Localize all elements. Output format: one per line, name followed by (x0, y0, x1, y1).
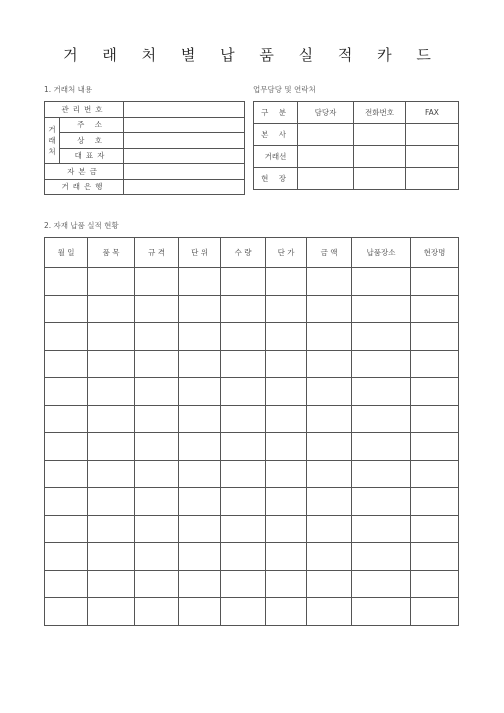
contact-header-category: 구 분 (254, 102, 298, 124)
row-label-address: 주 소 (60, 117, 124, 133)
row-label-company-name: 상 호 (60, 133, 124, 149)
delivery-cell[interactable] (266, 295, 307, 323)
contact-cell[interactable] (406, 124, 459, 146)
delivery-cell[interactable] (307, 378, 352, 406)
company-name-value[interactable] (124, 133, 245, 149)
contact-header-manager: 담당자 (298, 102, 354, 124)
delivery-cell[interactable] (45, 378, 88, 406)
delivery-cell[interactable] (221, 488, 266, 516)
delivery-header-2: 규 격 (135, 238, 179, 268)
section1-heading: 1. 거래처 내용 (44, 85, 93, 94)
delivery-cell[interactable] (307, 323, 352, 351)
contact-row-head-office: 본 사 (254, 124, 298, 146)
delivery-cell[interactable] (88, 405, 135, 433)
representative-value[interactable] (124, 148, 245, 164)
delivery-cell[interactable] (88, 268, 135, 296)
delivery-cell[interactable] (221, 570, 266, 598)
delivery-cell[interactable] (135, 295, 179, 323)
delivery-cell[interactable] (45, 268, 88, 296)
delivery-cell[interactable] (411, 378, 459, 406)
table-row (45, 543, 459, 571)
delivery-cell[interactable] (411, 488, 459, 516)
delivery-cell[interactable] (411, 350, 459, 378)
delivery-cell[interactable] (179, 570, 221, 598)
delivery-cell[interactable] (179, 405, 221, 433)
delivery-cell[interactable] (135, 488, 179, 516)
row-label-representative: 대표자 (60, 148, 124, 164)
delivery-cell[interactable] (411, 433, 459, 461)
delivery-cell[interactable] (179, 433, 221, 461)
delivery-cell[interactable] (88, 460, 135, 488)
delivery-cell[interactable] (88, 543, 135, 571)
delivery-cell[interactable] (179, 515, 221, 543)
contact-cell[interactable] (354, 168, 406, 190)
delivery-header-7: 납품장소 (352, 238, 411, 268)
delivery-cell[interactable] (266, 350, 307, 378)
contact-table (253, 101, 459, 190)
table-row (45, 378, 459, 406)
delivery-cell[interactable] (307, 598, 352, 626)
delivery-cell[interactable] (45, 350, 88, 378)
client-info-table (44, 101, 245, 195)
delivery-cell[interactable] (307, 295, 352, 323)
delivery-cell[interactable] (88, 350, 135, 378)
delivery-cell[interactable] (135, 570, 179, 598)
delivery-cell[interactable] (307, 405, 352, 433)
delivery-cell[interactable] (179, 460, 221, 488)
delivery-cell[interactable] (352, 570, 411, 598)
delivery-cell[interactable] (88, 515, 135, 543)
delivery-cell[interactable] (411, 295, 459, 323)
delivery-cell[interactable] (179, 350, 221, 378)
delivery-cell[interactable] (307, 515, 352, 543)
delivery-cell[interactable] (352, 515, 411, 543)
client-vertical-label: 거 래 처 (45, 117, 60, 164)
delivery-cell[interactable] (135, 543, 179, 571)
contact-cell[interactable] (298, 168, 354, 190)
table-row (45, 570, 459, 598)
delivery-cell[interactable] (352, 405, 411, 433)
delivery-cell[interactable] (266, 488, 307, 516)
delivery-cell[interactable] (352, 460, 411, 488)
delivery-cell[interactable] (179, 323, 221, 351)
delivery-cell[interactable] (352, 598, 411, 626)
delivery-header-5: 단 가 (266, 238, 307, 268)
management-number-value[interactable] (124, 102, 245, 118)
delivery-cell[interactable] (135, 433, 179, 461)
delivery-cell[interactable] (352, 295, 411, 323)
table-row (45, 295, 459, 323)
table-row (45, 323, 459, 351)
delivery-cell[interactable] (179, 488, 221, 516)
contact-cell[interactable] (354, 146, 406, 168)
delivery-cell[interactable] (307, 488, 352, 516)
delivery-cell[interactable] (411, 323, 459, 351)
delivery-cell[interactable] (88, 488, 135, 516)
delivery-cell[interactable] (352, 378, 411, 406)
delivery-cell[interactable] (221, 433, 266, 461)
table-row (45, 515, 459, 543)
delivery-cell[interactable] (135, 268, 179, 296)
contact-cell[interactable] (406, 146, 459, 168)
delivery-cell[interactable] (221, 543, 266, 571)
delivery-cell[interactable] (88, 323, 135, 351)
table-row (45, 598, 459, 626)
delivery-cell[interactable] (179, 543, 221, 571)
delivery-cell[interactable] (88, 598, 135, 626)
contact-cell[interactable] (406, 168, 459, 190)
contact-row-client: 거래선 (254, 146, 298, 168)
delivery-cell[interactable] (307, 543, 352, 571)
delivery-cell[interactable] (221, 378, 266, 406)
delivery-cell[interactable] (411, 268, 459, 296)
contact-cell[interactable] (298, 146, 354, 168)
delivery-cell[interactable] (179, 378, 221, 406)
contact-header-fax: FAX (406, 102, 459, 124)
delivery-cell[interactable] (352, 350, 411, 378)
delivery-cell[interactable] (266, 323, 307, 351)
delivery-cell[interactable] (266, 543, 307, 571)
contact-cell[interactable] (354, 124, 406, 146)
delivery-cell[interactable] (266, 598, 307, 626)
table-row (45, 433, 459, 461)
delivery-cell[interactable] (266, 268, 307, 296)
delivery-cell[interactable] (411, 570, 459, 598)
row-label-bank: 거래은행 (45, 179, 124, 195)
contact-section-heading: 업무담당 및 연락처 (253, 85, 316, 94)
delivery-cell[interactable] (266, 515, 307, 543)
bank-value[interactable] (124, 179, 245, 195)
delivery-cell[interactable] (307, 350, 352, 378)
delivery-cell[interactable] (411, 515, 459, 543)
delivery-cell[interactable] (45, 295, 88, 323)
delivery-cell[interactable] (45, 543, 88, 571)
delivery-cell[interactable] (88, 295, 135, 323)
delivery-cell[interactable] (221, 350, 266, 378)
delivery-header-8: 현장명 (411, 238, 459, 268)
delivery-cell[interactable] (221, 405, 266, 433)
delivery-cell[interactable] (45, 488, 88, 516)
delivery-cell[interactable] (411, 598, 459, 626)
delivery-cell[interactable] (352, 268, 411, 296)
delivery-cell[interactable] (135, 405, 179, 433)
delivery-cell[interactable] (411, 543, 459, 571)
delivery-cell[interactable] (45, 570, 88, 598)
table-row (45, 405, 459, 433)
delivery-cell[interactable] (88, 378, 135, 406)
table-row (45, 460, 459, 488)
delivery-cell[interactable] (221, 323, 266, 351)
delivery-cell[interactable] (352, 433, 411, 461)
delivery-cell[interactable] (45, 433, 88, 461)
capital-value[interactable] (124, 164, 245, 180)
delivery-header-3: 단 위 (179, 238, 221, 268)
delivery-cell[interactable] (307, 268, 352, 296)
delivery-cell[interactable] (266, 405, 307, 433)
delivery-cell[interactable] (45, 598, 88, 626)
delivery-cell[interactable] (266, 433, 307, 461)
delivery-cell[interactable] (221, 295, 266, 323)
delivery-cell[interactable] (135, 515, 179, 543)
delivery-cell[interactable] (221, 598, 266, 626)
delivery-cell[interactable] (88, 433, 135, 461)
delivery-header-0: 월 일 (45, 238, 88, 268)
section2-heading: 2. 자재 납품 실적 현황 (44, 221, 119, 230)
delivery-cell[interactable] (221, 268, 266, 296)
delivery-header-4: 수 량 (221, 238, 266, 268)
delivery-cell[interactable] (88, 570, 135, 598)
delivery-cell[interactable] (45, 515, 88, 543)
delivery-record-table (44, 237, 459, 626)
delivery-cell[interactable] (307, 460, 352, 488)
delivery-cell[interactable] (221, 515, 266, 543)
delivery-cell[interactable] (135, 323, 179, 351)
address-value[interactable] (124, 117, 245, 133)
delivery-cell[interactable] (45, 405, 88, 433)
delivery-cell[interactable] (411, 405, 459, 433)
delivery-header-1: 품 목 (88, 238, 135, 268)
delivery-cell[interactable] (266, 460, 307, 488)
contact-cell[interactable] (298, 124, 354, 146)
delivery-cell[interactable] (221, 460, 266, 488)
delivery-cell[interactable] (307, 570, 352, 598)
table-row (45, 488, 459, 516)
delivery-header-6: 금 액 (307, 238, 352, 268)
contact-header-phone: 전화번호 (354, 102, 406, 124)
delivery-cell[interactable] (179, 295, 221, 323)
table-row (45, 268, 459, 296)
delivery-cell[interactable] (179, 598, 221, 626)
delivery-cell[interactable] (411, 460, 459, 488)
table-row (45, 350, 459, 378)
delivery-cell[interactable] (135, 378, 179, 406)
delivery-cell[interactable] (135, 350, 179, 378)
row-label-capital: 자본금 (45, 164, 124, 180)
delivery-cell[interactable] (352, 543, 411, 571)
row-label-management-number: 관리번호 (45, 102, 124, 118)
delivery-cell[interactable] (352, 488, 411, 516)
delivery-cell[interactable] (266, 378, 307, 406)
delivery-cell[interactable] (135, 460, 179, 488)
delivery-cell[interactable] (307, 433, 352, 461)
delivery-cell[interactable] (352, 323, 411, 351)
delivery-cell[interactable] (135, 598, 179, 626)
delivery-cell[interactable] (45, 323, 88, 351)
contact-row-site: 현 장 (254, 168, 298, 190)
page-title: 거 래 처 별 납 품 실 적 카 드 (63, 46, 441, 64)
delivery-cell[interactable] (45, 460, 88, 488)
delivery-cell[interactable] (266, 570, 307, 598)
delivery-cell[interactable] (179, 268, 221, 296)
